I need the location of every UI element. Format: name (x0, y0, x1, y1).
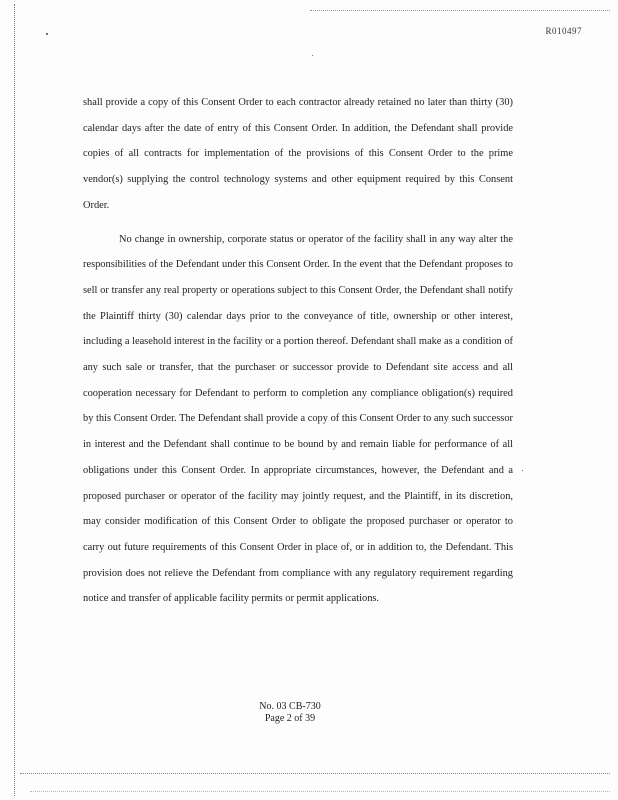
scan-speck (312, 55, 313, 56)
scan-speck (46, 33, 48, 35)
document-body (83, 90, 513, 612)
paragraph-1: shall provide a copy of this Consent Order to each contractor already retained no later than thirty (30) calendar days after the date of entry of this Consent Order. In addition, the Defendant shall provide copies of all contracts for implementation of the provisions of this Consent Order to the prime vendor(s) supplying the control technology systems and other equipment required by this Consent Order. (83, 97, 513, 211)
page-footer (0, 701, 580, 725)
scan-edge-bottom-lower (30, 791, 610, 792)
scan-edge-top (310, 10, 610, 11)
scan-edge-bottom (20, 773, 610, 774)
paragraph-2: No change in ownership, corporate status or operator of the facility shall in any way alter the responsibilities of the Defendant under this Consent Order. In the event that the Defendant proposes to sell or transfer any real property or operations subject to this Consent Order, the Defendant shall notify the Plaintiff thirty (30) calendar days prior to the conveyance of title, ownership or other interest, including a leasehold interest in the facility or a portion thereof. Defendant shall make as a condition of any such sale or transfer, that the purchaser or successor provide to Defendant site access and all cooperation necessary for Defendant to perform to completion any compliance obligation(s) required by this Consent Order. The Defendant shall provide a copy of this Consent Order to any such successor in interest and the Defendant shall continue to be bound by and remain liable for performance of all obligations under this Consent Order. In appropriate circumstances, however, the Defendant and a proposed purchaser or operator of the facility may jointly request, and the Plaintiff, in its discretion, may consider modification of this Consent Order to obligate the proposed purchaser or operator to carry out future requirements of this Consent Order in place of, or in addition to, the Defendant. This provision does not relieve the Defendant from compliance with any regulatory requirement regarding notice and transfer of applicable facility permits or permit applications. (83, 233, 513, 605)
page-number: Page 2 of 39 (264, 713, 316, 724)
case-number: No. 03 CB-730 (259, 701, 321, 712)
document-id: R010497 (545, 26, 582, 36)
scan-edge-left (14, 4, 15, 796)
scan-speck (522, 470, 523, 471)
